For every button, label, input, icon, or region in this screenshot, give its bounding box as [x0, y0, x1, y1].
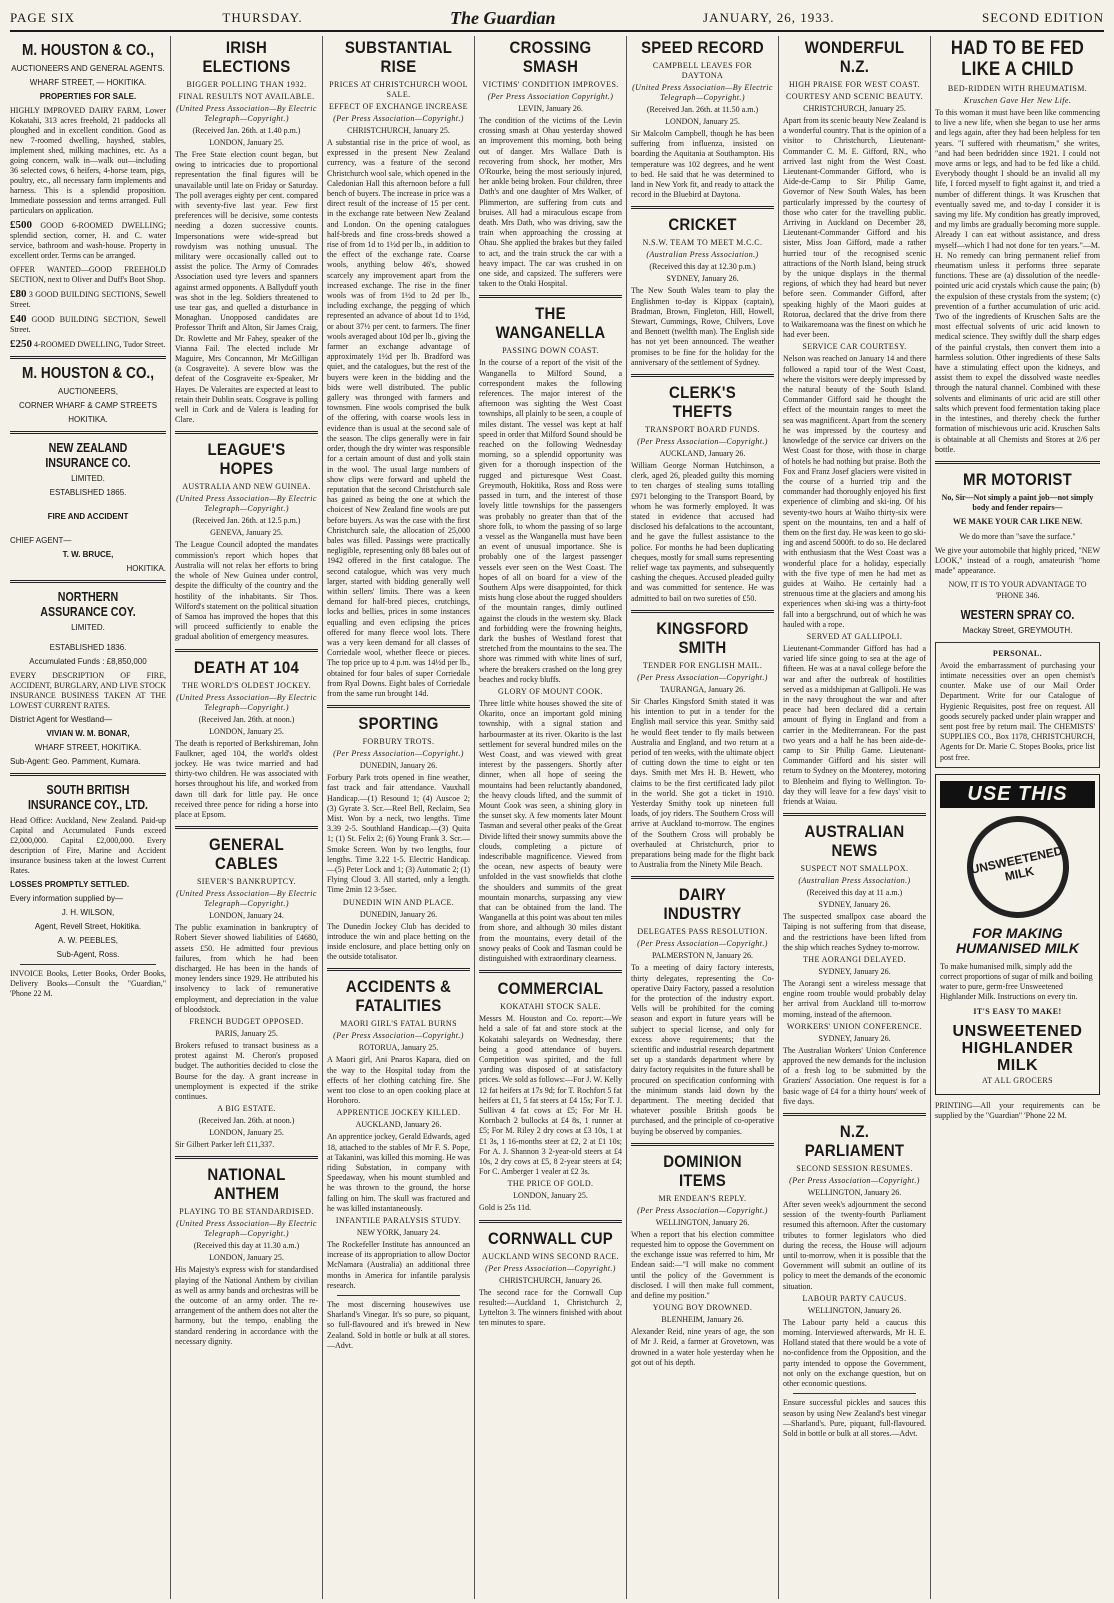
story-body: The Labour party held a caucus this morning. Interviewed afterwards, Mr H. E. Holland stated that there would be a vote of no-confidence from the Opposition, and the party intended to oppose the Government, not only on the exchange question, but on other economic questions. [783, 1317, 926, 1389]
headline: CRICKET [668, 215, 737, 235]
divider [783, 813, 926, 816]
subheading: CAMPBELL LEAVES FOR DAYTONA [652, 61, 753, 80]
story-body: An apprentice jockey, Gerald Edwards, aged 18, attached to the stables of Mr F. S. Pope, at Takanini, was killed this morning. He was riding Substation, in company with Speedaway, when his mount stumbled and he was thrown to the ground, the horse falling on him. The skull was fractured and he was killed instantaneously. [327, 1132, 470, 1213]
dateline: WELLINGTON, January 26. [655, 1217, 750, 1227]
story-death-at-104 [175, 658, 318, 821]
story-body: His Majesty's express wish for standardised playing of the National Anthem by civilian as well as army bands and orchestras will be the outcome of an army order. The re-arrangement of the anthem does not alter the harmony, but the tempo, enabling the standard rendering in accordance with the necessary dignity. [175, 1265, 318, 1346]
dateline: WELLINGTON, January 26. [807, 1188, 902, 1198]
masthead-edition: SECOND EDITION [982, 10, 1104, 25]
subheading: APPRENTICE JOCKEY KILLED. [336, 1108, 461, 1118]
subheading: FINAL RESULTS NOT AVAILABLE. [178, 92, 315, 101]
headline: COMMERCIAL [497, 979, 604, 999]
divider [175, 826, 318, 829]
credit: (Per Press Association—Copyright.) [333, 1031, 464, 1041]
kruschen-subheading: BED-RIDDEN WITH RHEUMATISM. [947, 84, 1088, 93]
story-nz-parliament [783, 1122, 926, 1439]
story-substantial-rise [327, 38, 470, 699]
sbi-body: Head Office: Auckland, New Zealand. Paid-up Capital and Accumulated Funds exceed £2,000,000. Capital £2,000,000. Every description of Fire, Marine and Accident insurance business taken at the lowest Current Rates. [10, 816, 166, 875]
houston-name: M. HOUSTON & CO., [22, 42, 154, 59]
received: (Received Jan. 26th. at 11.50 a.m.) [646, 105, 759, 114]
milk-brand: UNSWEETENED HIGHLANDER MILK [952, 1022, 1083, 1074]
story-commercial [479, 979, 622, 1213]
dateline: DUNEDIN, January 26. [359, 761, 438, 771]
property-6-price: £250 [10, 338, 32, 350]
headline: DAIRY INDUSTRY [663, 885, 742, 924]
property-6 [10, 339, 166, 350]
credit: (Per Press Association—Copyright.) [637, 1205, 768, 1215]
sbi-agent2: A. W. PEEBLES, [57, 936, 119, 945]
story-body: A Maori girl, Ani Pnaros Kapara, died on the way to the Hospital today from the effects of her clothing catching fire. She went too close to an open cooking place at Horohoro. [327, 1055, 470, 1106]
headline: ACCIDENTS & FATALITIES [345, 977, 452, 1016]
story-body: When a report that his election committee requested him to oppose the Government on the exchange issue was referred to him, Mr Endean said:—"I will make no comment until the policy of the Government is disclosed. I will then make full comment, and define my position." [631, 1229, 774, 1301]
nzins-name: NEW ZEALAND INSURANCE CO. [45, 440, 131, 470]
headline: GENERAL CABLES [209, 835, 284, 874]
story-body: The death is reported of Berkshireman, John Faulkner, aged 104, the world's oldest jockey. He was twice married and had thirty-two children. He was associated with horses throughout his life, and worked from dawn till dark for little pay. He once received three pence for riding a horse into place at Epsom. [175, 738, 318, 819]
dateline: LEVIN, January 26. [518, 104, 583, 113]
story-body: The suspected smallpox case aboard the Taiping is not suffering from that disease, and the restrictions have been lifted from the ship which reaches Sydney to-morrow. [783, 912, 926, 952]
subheading: LABOUR PARTY CAUCUS. [802, 1293, 907, 1303]
story-body: To a meeting of dairy factory interests, thirty delegates, representing the Co-operative Dairy Factory, passed a resolution for the protection of the industry export. Vells will be prohibited for the coming season and export in future years will be subject to special license, and only for excess above requirements; that the scientific and industrial research department set up a standards department where by dairy factory requisites in the future shall be procured on specification conforming with the minimum stands laid down by the department. The meeting decided that whatever possible British goods be purchased, and the principle of co-operative buying be observed by companies. [631, 963, 774, 1136]
dateline: LONDON, January 25. [209, 138, 284, 147]
credit: (United Press Association—By Electric Telegraph—Copyright.) [176, 1219, 317, 1239]
property-2-price: £500 [10, 219, 32, 231]
masthead-date: JANUARY, 26, 1933. [703, 10, 835, 25]
divider [327, 968, 470, 971]
dateline: PALMERSTON N, January 26. [651, 951, 754, 961]
subheading: SERVICE CAR COURTESY. [802, 342, 907, 352]
subheading: DUNEDIN WIN AND PLACE. [342, 897, 455, 907]
sbi-name: SOUTH BRITISH INSURANCE COY., LTD. [27, 782, 149, 812]
milk-easy: IT'S EASY TO MAKE! [973, 1006, 1062, 1016]
motorist-line-5: NOW, IT IS TO YOUR ADVANTAGE TO 'PHONE 346. [948, 580, 1087, 600]
property-5-text: GOOD BUILDING SECTION, Sewell Street. [10, 315, 166, 334]
headline: CLERK'S THEFTS [669, 383, 736, 422]
story-body: The Aorangi sent a wireless message that engine room trouble would probably delay her arrival from Auckland till to-morrow morning, instead of the afternoon. [783, 979, 926, 1019]
sbi-agent1: J. H. WILSON, [61, 908, 115, 917]
received: (Received this day at 11.30 a.m.) [193, 1241, 300, 1251]
paper-title: The Guardian [450, 7, 556, 28]
dateline: LONDON, January 25. [209, 1253, 284, 1263]
story-body: The League Council adopted the mandates commission's report which hopes that Australia will not relax her efforts to bring the whole of New Guinea under control, despite the difficulty of the country and the hostility of the inhabitants. Sir Thos. Wilford's statement on the political situation of Samoa has improved the hopes that this will proceed sufficiently to enable the gradual abolition of emergency measures. [175, 540, 318, 642]
column-5 [626, 36, 778, 1599]
motorist-line-1: No, Sir—Not simply a paint job—not simply body and fender repairs— [941, 492, 1094, 513]
divider [631, 374, 774, 377]
houston2-town: HOKITIKA. [68, 415, 108, 424]
credit: (Per Press Association—Copyright.) [485, 1263, 616, 1273]
kruschen-subheading-2: Kruschen Gave Her New Life. [963, 96, 1072, 105]
northern-est: ESTABLISHED 1836. [49, 643, 127, 652]
dateline: ROTORUA, January 25. [358, 1043, 439, 1053]
kruschen-body: To this woman it must have been like commencing to live a new life, when she began to use her arms and legs again, after they had been helpless for ten years. "I suffered with rheumatism," she writes, "and had been bedridden since 1921. I could not move arms or legs, and had to be fed like a child. Everybody thought I should be an invalid all my life, I forced myself to fight against it, and tried a number of different things. It was Kruschen that eventually saved me, and to-day I consider it is saving my life. My condition has greatly improved, and my limbs are gradually becoming more supple. Already I can eat without assistance, and dress myself—which I had not done for ten years."—M. H. No remedy can bring permanent relief from rheumatism unless it performs three separate functions. These are (a) dissolution of the needle-pointed uric acid crystals which cause the pain; (b) the expulsion of these crystals from the system; (c) prevention of a further accumulation of uric acid. Two of the ingredients of Kruschen Salts are the most effectual solvents of uric acid known to medical science. They swiftly dull the sharp edges of the painful crystals, then convert them into a harmless solution. Other ingredients of these Salts have a stimulating effect upon the kidneys, and assist them to expel the dissolved waste needles through the natural channel. Combined with these solvents and eliminants of uric acid are still other salts which prevent food fermentation taking place in the intestines, and thereby check the further formation of mischievous uric acid. Kruschen Salts is obtainable at all Chemists and Stores at 2/6 per bottle. [935, 108, 1100, 454]
motorist-headline: MR MOTORIST [962, 469, 1073, 489]
nzins-ltd: LIMITED. [71, 474, 105, 483]
dateline: WELLINGTON, January 26. [807, 1305, 902, 1315]
headline: N.Z. PARLIAMENT [804, 1122, 905, 1161]
vinegar-ad: Ensure successful pickles and sauces this season by using New Zealand's best vinegar—Sharland's. Pure, piquant, full-flavoured. Sold in bottle or bulk at all stores.—Advt. [783, 1398, 926, 1438]
column-6 [778, 36, 930, 1599]
headline: CROSSING SMASH [509, 38, 592, 76]
subheading: INFANTILE PARALYSIS STUDY. [335, 1216, 462, 1226]
dateline: NEW YORK, January 24. [356, 1228, 441, 1238]
subheading: PRICES AT CHRISTCHURCH WOOL SALE. [329, 80, 468, 99]
personal-headline: PERSONAL. [992, 648, 1043, 658]
nzins-town: HOKITIKA. [126, 564, 166, 573]
property-3: OFFER WANTED—GOOD FREEHOLD SECTION, next to Oliver and Duff's Boot Shop. [10, 265, 166, 284]
northern-agent: District Agent for Westland— [10, 715, 113, 724]
divider [10, 431, 166, 434]
headline: AUSTRALIAN NEWS [804, 822, 905, 861]
properties-title: PROPERTIES FOR SALE. [39, 92, 137, 101]
story-cricket [631, 215, 774, 368]
headline: DOMINION ITEMS [663, 1151, 742, 1190]
subheading: SECOND SESSION RESUMES. [796, 1164, 913, 1174]
story-body: The condition of the victims of the Levin crossing smash at Ohau yesterday showed an improvement this morning, both being out of danger. Mrs Wallace Dath is recovering from shock, her mother, Mrs O'Rourke, being the most seriously injured, her ankle being broken. Four children, three Dath's and one daughter of Mrs Walker, of Plimmerton, are suffering from cuts and bruises. All had a miraculous escape from death. Mrs Dath, who was driving, saw the train when approaching the crossing at Ohau. She applied the brakes but they failed to act, and the train struck the car with a heavy impact. The car was crushed in on one side, and capsized. The sufferers were taken to the Otaki Hospital. [479, 116, 622, 289]
northern-body: EVERY DESCRIPTION OF FIRE, ACCIDENT, BURGLARY, AND LIVE STOCK INSURANCE BUSINESS TAKEN AT THE LOWEST CURRENT RATES. [10, 671, 166, 710]
northern-agent-name: VIVIAN W. M. BONAR, [46, 729, 130, 738]
credit: (Per Press Association—Copyright.) [333, 749, 464, 759]
subheading: AUCKLAND WINS SECOND RACE. [482, 1251, 619, 1261]
story-body: Sir Gilbert Parker left £11,337. [175, 1140, 275, 1150]
headline: IRISH ELECTIONS [202, 38, 291, 76]
houston2-sub: AUCTIONEERS, [57, 387, 118, 396]
story-dairy-industry [631, 885, 774, 1136]
property-4 [10, 289, 166, 310]
story-body: Messrs M. Houston and Co. report:—We held a sale of fat and store stock at the Kokatahi saleyards on Wednesday, there being a good attendance of buyers. Competition was spirited, and the full yarding was disposed of at satisfactory prices. We sold as follows:—For J. W. Kelly 12 fat heifers at 17s 9d; for T. Rochfort 5 fat heifers at £1, 5 fat steers at £4 15s; For T. J. Sullivan 4 fat cows at £5; For Mr H. Kornbach 2 bullocks at £4 8s, 1 runner at £5; For M. Riley 2 dry cows at £3 10s, 1 at £1 3s, 1 16-months steer at £2, 2 at £1 10s; For A. J. Shannon 3 2-year-old steers at £4 10s, 2 dry cows at £5, 8 2-year steers at £4; For C. Amberger 1 vealer at £2 3s. [479, 1014, 622, 1177]
divider [783, 1113, 926, 1116]
headline: SUBSTANTIAL RISE [344, 38, 453, 76]
masthead [10, 6, 1104, 32]
subheading: EFFECT OF EXCHANGE INCREASE [329, 102, 468, 111]
column-ads [10, 36, 170, 1599]
story-cornwall-cup [479, 1229, 622, 1329]
houston-sub: AUCTIONEERS AND GENERAL AGENTS. [11, 64, 165, 73]
nzins-fire: FIRE AND ACCIDENT [47, 512, 129, 521]
vinegar-ad: The most discerning housewives use Sharland's Vinegar. It's so pure, so piquant, so full-flavoured and it's brewed in New Zealand. Sold in bottle or bulk at all stores.—Advt. [327, 1300, 470, 1350]
subheading: AUSTRALIA AND NEW GUINEA. [182, 482, 311, 492]
personal-ad [935, 642, 1100, 768]
divider [631, 876, 774, 879]
credit: (Australian Press Association.) [646, 250, 759, 260]
houston-addr: WHARF STREET, — HOKITIKA. [29, 78, 147, 87]
divider [10, 773, 166, 776]
credit: (United Press Association—By Electric Telegraph—Copyright.) [176, 692, 317, 712]
story-dominion-items [631, 1152, 774, 1368]
milk-body: To make humanised milk, simply add the correct proportions of sugar of milk and boiling water to pure, germ-free Unsweetened Highlander Milk. Instructions on every tin. [940, 961, 1093, 1002]
subheading: KOKATAHI STOCK SALE. [500, 1002, 601, 1012]
dateline: CHRISTCHURCH, January 25. [347, 126, 450, 135]
credit: (Per Press Association—Copyright.) [333, 114, 464, 123]
story-body: Alexander Reid, nine years of age, the son of Mr J. Reid, a farmer at Grovetown, was drowned in a water hole yesterday when he got out of his depth. [631, 1327, 774, 1367]
subheading: GLORY OF MOUNT COOK. [498, 686, 603, 696]
subheading: YOUNG BOY DROWNED. [652, 1303, 753, 1313]
dateline: LONDON, January 25. [209, 1128, 284, 1138]
credit: (Per Press Association—Copyright.) [637, 672, 768, 682]
dateline: SYDNEY, January 26. [818, 967, 891, 977]
column-4 [474, 36, 626, 1599]
headline: THE WANGANELLA [495, 304, 606, 343]
dateline: AUCKLAND, January 26. [659, 449, 746, 459]
story-body: William George Norman Hutchinson, a clerk, aged 26, pleaded guilty this morning to ten charges of stealing sums totalling £971 belonging to the Transport Board, by whom he was formerly employed. It was stated in evidence that accused had disclosed his defalcations to the accountant, and he gave the fullest assistance to the police. For months he had been duplicating cheques, mostly for small sums representing relief wage tax payments, and subsequently cashing the cheques. Accused pleaded guilty and was committed for sentence. He was admitted to bail on two sureties of £50. [631, 461, 774, 603]
story-leagues-hopes [175, 440, 318, 642]
received: (Received this day at 12.30 p.m.) [649, 262, 756, 272]
divider [479, 1220, 622, 1223]
story-irish-elections [175, 38, 318, 425]
credit: (United Press Association—By Electric Telegraph—Copyright.) [176, 889, 317, 909]
masthead-day: THURSDAY. [222, 10, 303, 25]
northern-sub: Sub-Agent: Geo. Pamment, Kumara. [10, 757, 141, 766]
motorist-line-3: We do more than "save the surface." [959, 531, 1076, 541]
received: (Received Jan. 26th. at 1.40 p.m.) [192, 126, 301, 135]
dateline: AUCKLAND, January 26. [355, 1120, 442, 1130]
story-body: The public examination in bankruptcy of Robert Siever showed liabilities of £4680, assets £50. He admitted four previous failures, from which he had been discharged. He has been in the hands of money lenders since 1929. He attributed his insolvency to lack of remunerative employment, and depreciation in the value of bloodstock. [175, 923, 318, 1014]
credit: (Per Press Association—Copyright.) [789, 1176, 920, 1186]
story-body: In the course of a report of the visit of the Wanganella to Milford Sound, a correspondent makes the following references. The major interest of the afternoon was sighting the West Coast townships, all plainly to be seen, a couple of miles distant. The vessel was kept at half speed in order that Milford Sound should be reached on the following Wednesday morning, so a splendid opportunity was given for a thorough inspection of the rugged and picturesque West Coast. Greymouth, Hokitika, Ross and Ross were passed in turn, and the interest of those lovely little townships for the passengers was probably no greater than that of the shore folk, to whom the passing of so large a vessel as the Wanganella must have been an event of unusual importance. She is probably one of the largest passenger vessels ever seen on the West Coast. The hopes of all on board for a view of the Southern Alps were disappointed, for thick mists hung close about the rugged shoulders of the mountain ranges, dimly outlined against the clouds in the western sky. Black and forbidding were the frowning heights, dark the bushes of Westland forest that stretched from the mountains to the sea. The shore was rimmed with white lines of surf, where the breakers crashed on the long grey beaches and rocky bluffs. [479, 358, 622, 684]
subheading: TENDER FOR ENGLISH MAIL. [642, 660, 763, 670]
story-body: Forbury Park trots opened in fine weather, fast track and fair attendance. Vauxhall Handicap.—(1) Resound 1; (4) Auscoe 2; (3) Gyrate 3. Scr.—Reel Bell, Reclaim, Sea Mist. Won by a neck, two lengths. Time 3.39 2-5. Southland Handicap.—(3) Quita 1; (1) St. Felix 2; (6) Young Frank 3. Scr.—Smoke Screen. Won by two lengths, four lengths. Time 3.22 1-5. Electric Handicap.—(5) Peter Lock and 1; (3) Automatic 2; (1) Flying Cloud 3. All started, only a length. Time 2min 12 3-5sec. [327, 773, 470, 895]
story-general-cables [175, 835, 318, 1150]
credit: (United Press Association—By Electric Telegraph—Copyright.) [632, 83, 773, 102]
headline: SPORTING [358, 714, 439, 734]
dateline: GENEVA, January 25. [210, 528, 283, 538]
headline: WONDERFUL N.Z. [804, 38, 905, 76]
dateline: DUNEDIN, January 26. [359, 909, 438, 919]
sbi-info: Every information supplied by— [10, 894, 123, 903]
divider [631, 610, 774, 613]
credit: (Per Press Association Copyright.) [487, 92, 614, 101]
headline: NATIONAL ANTHEM [207, 1165, 286, 1204]
dateline: PARIS, January 25. [215, 1028, 278, 1038]
dateline: SYDNEY, January 26. [666, 274, 739, 284]
divider [175, 431, 318, 434]
divider [175, 1156, 318, 1159]
subheading: SERVED AT GALLIPOLI. [806, 631, 903, 641]
story-body: The Australian Workers' Union Conference approved the new demands for the inclusion of a fresh log to be submitted by the Graziers' Association. One request is for a basic wage of £4 for a thirty hours' week of five days. [783, 1045, 926, 1106]
dateline: BLENHEIM, January 26. [661, 1315, 744, 1325]
story-body: Apart from its scenic beauty New Zealand is a wonderful country. That is the opinion of a visitor to Christchurch, Lieutenant-Commander C. M. E. Gifford, RN., who arrived last night from the West Coast. Lieutenant-Commander Gifford, who is Aide-de-Camp to Sir Philip Game, Governor of New South Wales, has been particularly impressed by the courtesy of those who cater for the travelling public. Arriving in Auckland on December 28, Lieutenant-Commander Gifford and his sister, Miss Joan Gifford, made a rather hurried tour of the recognised scenic attractions of the North Island, being struck by the unique displays in the thermal regions, of which they had heard but never before seen. Commander Gifford, after speaking highly of the Maori guides at Rotorua, declared that the drive from there to Waikaremoana was the finest on which he had ever been. [783, 116, 926, 340]
houston2-addr: CORNER WHARF & CAMP STREETS [18, 401, 158, 410]
divider [10, 580, 166, 583]
column-2 [170, 36, 322, 1599]
columns [10, 36, 1104, 1599]
subheading: BIGGER POLLING THAN 1932. [186, 80, 307, 89]
milk-use-this: USE THIS [940, 781, 1095, 808]
credit: (Per Press Association—Copyright.) [637, 437, 768, 447]
subheading: COURTESY AND SCENIC BEAUTY. [786, 92, 923, 101]
headline: CORNWALL CUP [487, 1228, 614, 1248]
divider [793, 1393, 916, 1394]
credit: (Australian Press Association.) [798, 876, 911, 886]
nzins-agent-name: T. W. BRUCE, [62, 550, 114, 559]
milk-grocers: AT ALL GROCERS [982, 1075, 1053, 1085]
story-accidents [327, 977, 470, 1351]
headline: LEAGUE'S HOPES [207, 440, 286, 479]
story-body: Sir Charles Kingsford Smith stated it was his intention to put in a tender for the English mail service this year. Smithy said he would fleet tender to fly mails between Australia and England, and two return at a period of ten weeks, with the ultimate object of cutting down the time to eight or ten days. Smith met Mrs H. B. Hewett, who claims to be the first certificated lady pilot in the world. She got a ticket in 1910. Yesterday Smithy took up nineteen full loads, of joy riders. The Southern Cross will arrive at Auckland to-morrow. The engines of the Southern Cross will probably be overhauled at Christchurch, prior to preparations being made for the flight back to Australia from the Ninety Mile Beach. [631, 696, 774, 870]
milk-making: FOR MAKING HUMANISED MILK [956, 924, 1079, 956]
milk-can-image: UNSWEETENED MILK [957, 806, 1078, 927]
property-1: HIGHLY IMPROVED DAIRY FARM, Lower Kokatahi, 313 acres freehold, 21 paddocks all ploughed and in excellent condition. Good as new 7-roomed dwelling, hayshed, stables, implement shed, milking machines, etc. As a going concern, walk in—walk out—including 36 selected cows, 6 heifers, 4-horse team, pigs, poultry, etc., all necessary farm implements and harness. This is a splendid proposition. Immediate possession and terms arranged. Full particulars on application. [10, 106, 166, 215]
dateline: LONDON, January 24. [209, 911, 284, 921]
northern-funds: Accumulated Funds : £8,850,000 [29, 657, 147, 666]
property-4-price: £80 [10, 288, 27, 300]
dateline: SYDNEY, January 26. [818, 900, 891, 910]
headline: KINGSFORD SMITH [656, 618, 749, 657]
motorist-line-4: We give your automobile that highly priced, "NEW LOOK," instead of a rough, amateurish "home made" appearance. [935, 545, 1100, 576]
story-body: The second race for the Cornwall Cup resulted:—Auckland 1, Christchurch 2, Lyttelton 3. The winners finished with about ten minutes to spare. [479, 1287, 622, 1328]
column-7 [930, 36, 1104, 1599]
story-body: The Rockefeller Institute has announced an increase of its appropriation to allow Doctor McNamara (Australia) an additional three months in America for infantile paralysis research. [327, 1240, 470, 1290]
personal-body: Avoid the embarrassment of purchasing your intimate necessities over an open chemist's counter. Make use of our Mail Order Department. Write for our Catalogue of Hygienic Requisites, post free on request. All goods securely packed under plain wrapper and sent post free by return mail. The CHEMISTS' SUPPLIES CO., Box 1178, CHRISTCHURCH, Agents for Dr. Marie C. Stopes Books, price list post free. [940, 660, 1095, 762]
story-australian-news [783, 822, 926, 1107]
subheading: MAORI GIRL'S FATAL BURNS [340, 1019, 457, 1029]
story-body: Nelson was reached on January 14 and there followed a rapid tour of the West Coast, where the visitors were deeply impressed by the natural beauty of the South Island. Commander Gifford said he thought the effect of the mountain ranges to meet the sea was magnificent. Apart from the scenery he was impressed by the courtesy and knowledge of the service car drivers on the West Coast for those, with those in charge of hotels he had nothing but praise. Both the Fox and Franz Josef glaciers were visited in the course of a hurried trip and the commander had thoroughly enjoyed his first experience of climbing and ski-ing. Of his seventy-two hours at Waiho thirty-six were spent on the mountains, ten and a half of them on the first day. He was keen to go ski-ing and ascend 5000ft. to do so. He declared with enthusiasm that the West Coast was a wonderful place for a holiday, especially with the five type of men he had met as guides at Waiho. He certainly had a strenuous time at the glaciers and among his experiences when ski-ing was a thirty-foot fall into a bergschrund, out of which he was hauled with a rope. [783, 354, 926, 629]
divider [631, 1143, 774, 1146]
subheading: DELEGATES PASS RESOLUTION. [637, 927, 768, 937]
northern-name: NORTHERN ASSURANCE COY. [40, 589, 136, 619]
divider [631, 206, 774, 209]
property-6-text: 4-ROOMED DWELLING, Tudor Street. [34, 340, 166, 349]
divider [10, 356, 166, 359]
page-number: PAGE SIX [10, 10, 75, 25]
nzins-est: ESTABLISHED 1865. [49, 488, 127, 497]
dateline: CHRISTCHURCH, January 25. [803, 104, 906, 113]
story-body: Lieutenant-Commander Gifford has had a varied life since going to sea at the age of fifteen. He was at a naval college before the war and after the outbreak of hostilities served as a midshipman at Gallipoli. He was in the navy throughout the war and after peace had been declared did a certain amount of flying in England and from a carrier in the Mediterranean. For the past two years and a half he has been aide-de-camp to Sir Philip Game. Lieutenant-Commander Gifford and his sister will return to Sydney on the Monterey, motoring to Blenheim and flying to Wellington. To-day they will leave for a few days' visit to friends at Waiau. [783, 643, 926, 806]
dateline: CHRISTCHURCH, January 26. [499, 1275, 602, 1285]
headline: SPEED RECORD [641, 38, 764, 57]
story-sporting [327, 714, 470, 962]
dateline: LONDON, January 25. [513, 1191, 588, 1201]
subheading: HIGH PRAISE FOR WEST COAST. [788, 80, 921, 89]
story-body: Sir Malcolm Campbell, though he has been suffering from influenza, insisted on boarding the Aquitania at Southampton. His temperature was 102 degrees, and he went to bed. He said that he was determined to land in New York fit, and ready to attack the record in the Bluebird at Daytona. [631, 129, 774, 200]
story-clerks-thefts [631, 383, 774, 604]
divider [337, 1295, 460, 1296]
property-4-text: 3 GOOD BUILDING SECTIONS, Sewell Street. [10, 290, 166, 309]
subheading: N.S.W. TEAM TO MEET M.C.C. [642, 238, 763, 248]
sbi-agent2-role: Sub-Agent, Ross. [56, 950, 120, 959]
received: (Received Jan. 26th. at 12.5 p.m.) [192, 516, 301, 526]
story-body: A substantial rise in the price of wool, as expressed in the present New Zealand currency, was a feature of the second Christchurch wool sale, which opened in the Caledonian Hall this afternoon before a full bench of buyers. The increase in price was a direct result of the increase of 15 per cent. in the exchange rate between New Zealand and London. On the opening catalogues half-breds and fine cross-breds showed a rise of from 1d to 1½d per lb., in addition to the effect of the exchange rate. Coarse wools, anything below 46's, showed scarcely any improvement apart from the increased exchange. The rise in the finer wools was of from 1½d to 2d per lb., including exchange, the pegging of which represented an advance of about 1d to 1½d, or about 37½ per cent. to farmers. The finer wools averaged about 10d per lb., giving the farmer an exchange advantage of approximately 1½d per lb. Bradford was quiet, and the catalogues, but the rest of the buyers were keen in the bidding and the bids were well distributed. The public gallery was thronged with farmers and townsmen. Fine wools comprised the bulk of the offering, with coarse wools less in evidence than is usual at the second sale of the season. The clips generally were in fair order, though the dry winter was responsible for a certain amount of dust and yolk stain in the wool. The usual large numbers of show clips were forward and upheld the reputation that the second Christchurch sale has gained as being the one at which the choicest of New Zealand fine wools are put before buyers. As was the case with the first Christchurch sale, the allocation of 25,000 bales was filled. Passings were practically negligible, representing only 88 bales out of 1942 offered in the first catalogue. The second catalogue, which was very much larger, started with bidding generally well within sellers' limits. There was a keen demand for half-bred pieces, crutchings, locks and bellies, prices in some instances equalling and even eclipsing the prices offered for many fleece wool lots. There was a very keen demand for all classes of Corriedale wool, whether fleece or pieces. The top price up to 4 p.m. was 14½d per lb., obtained for four bales of super Corriedale from Ryal Downs. Eight bales of Corriedale from the same run brought 14d. [327, 138, 470, 698]
story-kingsford-smith [631, 619, 774, 870]
subheading: SIEVER'S BANKRUPTCY. [196, 877, 297, 887]
dateline: LONDON, January 25. [665, 117, 740, 126]
motorist-line-2: WE MAKE YOUR CAR LIKE NEW. [952, 517, 1083, 527]
northern-ltd: LIMITED. [71, 623, 105, 632]
printing-ad: INVOICE Books, Letter Books, Order Books, Delivery Books—Consult the "Guardian," 'Phone 22 M. [10, 969, 166, 998]
story-speed-record [631, 38, 774, 200]
western-spray-addr: Mackay Street, GREYMOUTH. [962, 625, 1073, 635]
houston2-name: M. HOUSTON & CO., [22, 365, 154, 382]
divider [327, 705, 470, 708]
western-spray-name: WESTERN SPRAY CO. [960, 606, 1075, 622]
subheading: VICTIMS' CONDITION IMPROVES. [482, 80, 619, 89]
subheading: THE AORANGI DELAYED. [802, 955, 907, 965]
property-2 [10, 220, 166, 261]
credit: (United Press Association—By Electric Telegraph—Copyright.) [176, 494, 317, 514]
subheading: TRANSPORT BOARD FUNDS. [644, 425, 761, 435]
subheading: THE WORLD'S OLDEST JOCKEY. [181, 680, 312, 690]
story-body: After seven week's adjournment the second session of the twenty-fourth Parliament resumed this afternoon. After the customary tributes to former legislators who died during the recess, the House will adjourn until to-morrow, when it is possible that the Government will submit an outline of its policy to meet the demands of the economic situation. [783, 1200, 926, 1291]
story-body: Three little white houses showed the site of Okarito, once an important gold mining township, with a signal station and harbourmaster at its river. Okarito is the last settlement for several hundred miles on the West Coast, and was viewed with great interest by the passengers. Shortly after dinner, when all hope of seeing the mountains had been reluctantly abandoned, the heavy clouds lifted, and the summit of Mount Cook was seen, a shining glory in the sunset sky. A few moments later Mount Tasman and several other peaks of the Great Divide lifted their snowy summits above the clouds, completing a picture of indescribable magnificence. Viewed from the ocean, new aspects of beauty were unfolded in the vast snowfields that clothe the shoulders and summits of the great mountain monarchs, surpassing any view that can be obtained from the land. The Wanganella at this point was about ten miles from shore, and although 30 miles distant from the mountains, every detail of the snowy peaks of Cook and Tasman could be distinguished with extraordinary clearness. [479, 698, 622, 964]
property-5 [10, 314, 166, 335]
column-3 [322, 36, 474, 1599]
received: (Received this day at 11 a.m.) [806, 888, 903, 898]
headline: DEATH AT 104 [193, 657, 300, 677]
northern-agent-addr: WHARF STREET, HOKITIKA. [34, 743, 142, 752]
subheading: MR ENDEAN'S REPLY. [658, 1193, 747, 1203]
story-body: The Dunedin Jockey Club has decided to introduce the win and place betting on the inside enclosure, and place betting only on the outside totalisator. [327, 921, 470, 962]
story-body: The Free State election count began, but owing to intricacies due to proportional representation the final figures will be unavailable until late on Friday or Saturday. The poll averages eighty per cent. compared with seventy-five last year. Few first preferences will be decisive, some contests needing a dozen successive counts. Impersonations were wide-spread but rowdyism was nothing unusual. The military were occasionally called out to assist the police. The Army of Comrades Association used tyre levers and spanners against armed opponents. A Ballyduff youth was shot in the leg. Soldiers threatened to use tear gas, and quelled a disturbance in Monaghan. Unopposed candidates are Professor Thrift and Alton, Sir James Craig, Dr. Rowlette and Mr Fahey, speaker of the Vianna Fail. The elected include Mr Maguire, Mrs Concannon, Mr McGilligan (a Cosgraveite). A severe blow was the defeat of the Cosgraveite ex-Speaker, Mr Hayes. De Valeraites are expected at least to retain their Dublin seats. Cosgrave is polling well in Cork and de Valera is leading for Clare. [175, 150, 318, 425]
received: (Received Jan. 26th. at noon.) [198, 714, 295, 724]
subheading: FORBURY TROTS. [362, 737, 435, 747]
subheading: PASSING DOWN COAST. [502, 346, 599, 356]
divider [479, 295, 622, 298]
story-national-anthem [175, 1165, 318, 1347]
divider [20, 964, 156, 965]
subheading: FRENCH BUDGET OPPOSED. [189, 1016, 304, 1026]
subheading: A BIG ESTATE. [217, 1104, 276, 1114]
credit: (Per Press Association—Copyright.) [637, 939, 768, 949]
credit: (United Press Association—By Electric Telegraph—Copyright.) [176, 104, 317, 123]
sbi-losses: LOSSES PROMPTLY SETTLED. [10, 880, 130, 889]
dateline: LONDON, January 25. [209, 726, 284, 736]
received: (Received Jan. 26th. at noon.) [198, 1116, 295, 1126]
nzins-agent: CHIEF AGENT— [10, 536, 72, 545]
story-body: Brokers refused to transact business as a protest against M. Cheron's proposed budget. The authorities decided to close the Bourse for the day. A grant increase in unemployment is expected if the strike continues. [175, 1040, 318, 1101]
divider [479, 970, 622, 973]
dateline: SYDNEY, January 26. [818, 1033, 891, 1043]
kruschen-headline: HAD TO BE FED LIKE A CHILD [950, 38, 1085, 80]
property-2-text: GOOD 6-ROOMED DWELLING; splendid section, corner, H. and C. water service, bathroom and wash-house. Property in excellent order. Terms can be arranged. [10, 221, 166, 260]
divider [175, 649, 318, 652]
subheading: PLAYING TO BE STANDARDISED. [179, 1207, 314, 1217]
story-body: The New South Wales team to play the Englishmen to-day is Kippax (captain), Bradman, Brown, Fingleton, Hill, Howell, Stewart, Cummings, Rowe, Chilvers, Love and Bennett (twelfth man). The English side has not yet been announced. The weather promises to be fine for the holiday for the anniversary of the settlement of Sydney. [631, 286, 774, 367]
story-wanganella [479, 304, 622, 964]
divider [935, 461, 1100, 464]
printing-ad: PRINTING—All your requirements can be supplied by the "Guardian" 'Phone 22 M. [935, 1100, 1100, 1120]
milk-ad [935, 774, 1100, 1095]
sbi-agent1-role: Agent, Revell Street, Hokitika. [34, 922, 142, 931]
subheading: SUSPECT NOT SMALLPOX. [800, 864, 909, 874]
subheading: THE PRICE OF GOLD. [507, 1179, 594, 1189]
story-crossing-smash [479, 38, 622, 289]
story-body: Gold is 25s 11d. [479, 1203, 532, 1213]
subheading: WORKERS' UNION CONFERENCE. [786, 1021, 923, 1031]
property-5-price: £40 [10, 313, 27, 325]
dateline: TAURANGA, January 26. [659, 684, 746, 694]
story-wonderful-nz [783, 38, 926, 807]
